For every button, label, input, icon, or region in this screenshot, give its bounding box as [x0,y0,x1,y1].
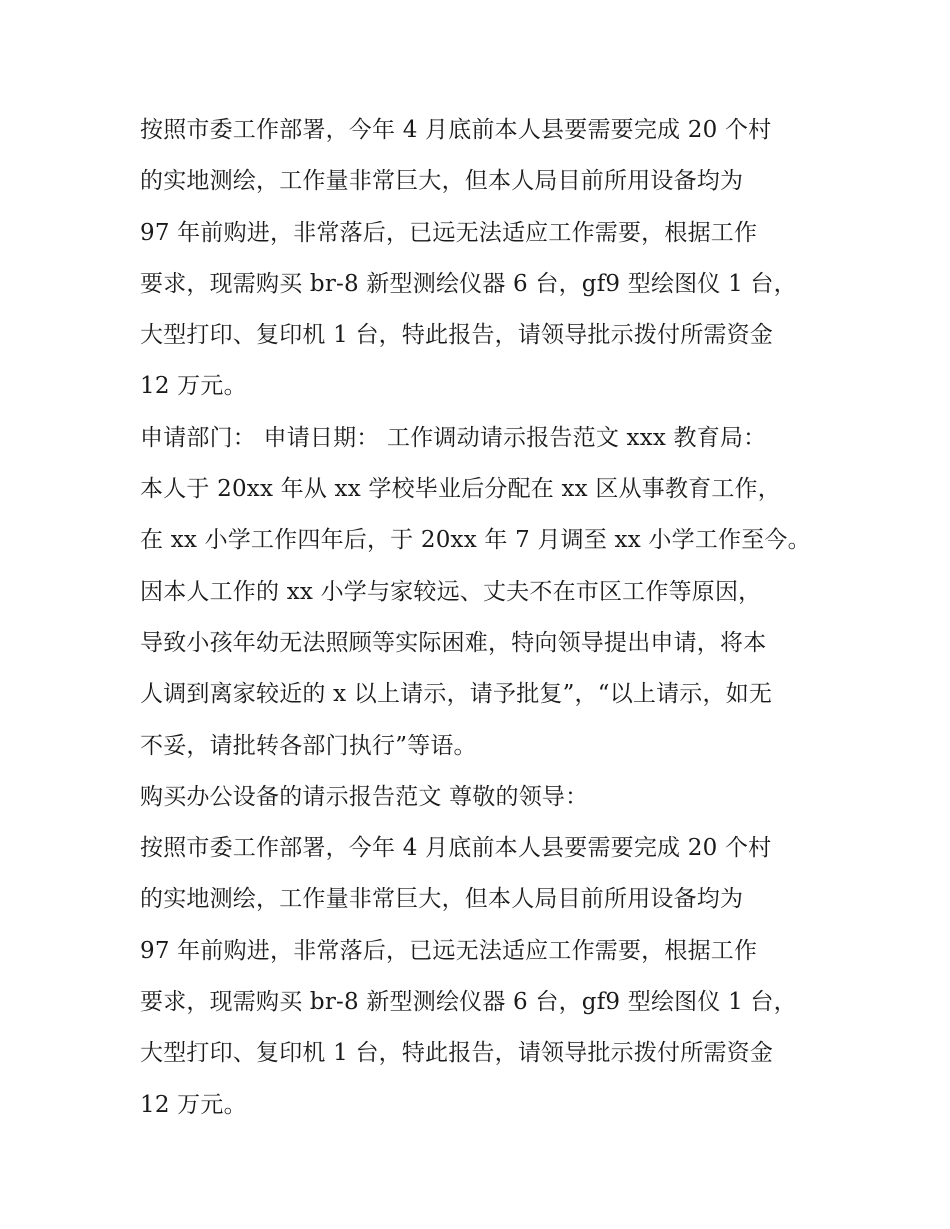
text-line: 的实地测绘，工作量非常巨大，但本人局目前所用设备均为 [140,886,744,913]
text-line: 按照市委工作部署，今年 4 月底前本人县要需要完成 20 个村 [140,835,772,862]
text-line: 的实地测绘，工作量非常巨大，但本人局目前所用设备均为 [140,168,744,195]
text-line: 导致小孩年幼无法照顾等实际困难，特向领导提出申请，将本 [140,629,767,656]
text-line: 97 年前购进，非常落后，已远无法适应工作需要，根据工作 [140,937,758,964]
text-line: 人调到离家较近的 x 以上请示，请予批复”，“以上请示，如无 [140,681,773,708]
document-page [140,108,830,1134]
text-line: 97 年前购进，非常落后，已远无法适应工作需要，根据工作 [140,219,758,246]
text-line: 要求，现需购买 br-8 新型测绘仪器 6 台，gf9 型绘图仪 1 台， [140,270,797,297]
text-line: 12 万元。 [140,1091,247,1118]
text-line: 本人于 20xx 年从 xx 学校毕业后分配在 xx 区从事教育工作， [140,476,781,503]
text-line: 不妥，请批转各部门执行”等语。 [140,732,477,759]
text-line: 在 xx 小学工作四年后，于 20xx 年 7 月调至 xx 小学工作至今。 [140,527,811,554]
text-line: 按照市委工作部署，今年 4 月底前本人县要需要完成 20 个村 [140,117,772,143]
text-line: 因本人工作的 xx 小学与家较远、丈夫不在市区工作等原因， [140,578,762,605]
text-line: 要求，现需购买 br-8 新型测绘仪器 6 台，gf9 型绘图仪 1 台， [140,989,797,1016]
section-heading-line: 购买办公设备的请示报告范文 尊敬的领导： [140,783,589,810]
text-line: 12 万元。 [140,373,247,400]
text-line: 申请部门： 申请日期： 工作调动请示报告范文 xxx 教育局： [140,424,767,451]
text-line: 大型打印、复印机 1 台，特此报告，请领导批示拨付所需资金 [140,1040,774,1067]
text-line: 大型打印、复印机 1 台，特此报告，请领导批示拨付所需资金 [140,322,774,349]
